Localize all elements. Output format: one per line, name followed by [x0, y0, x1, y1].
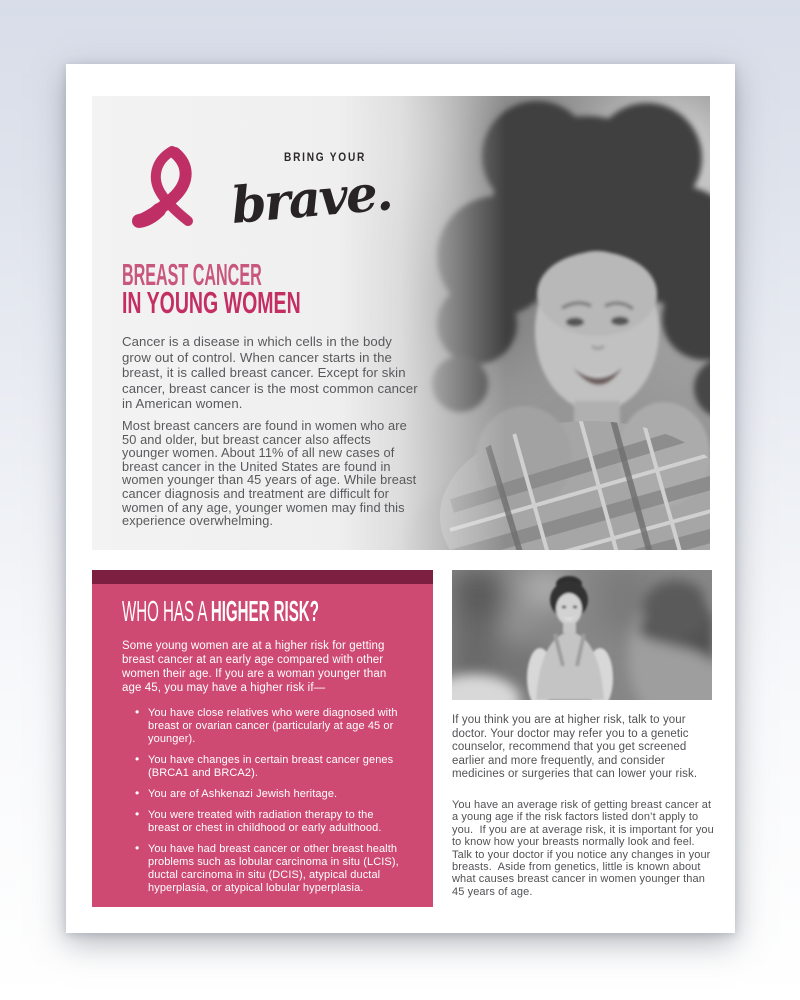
risk-box-title: [122, 596, 319, 628]
page-title-line1: BREAST CANCER: [122, 257, 262, 292]
risk-bullet-4: • You were treated with radiation therapy to the breast or chest in childhood or early adulthood.: [148, 809, 406, 835]
intro-paragraph-1: Cancer is a disease in which cells in the body grow out of control. When cancer starts in the breast, it is called breast cancer. Except for skin cancer, breast cancer is the most common cancer in American women.: [122, 334, 418, 412]
advice-text-column: [452, 714, 718, 898]
brand-script-wordmark: brave.: [228, 162, 394, 235]
secondary-photo: [452, 570, 712, 700]
risk-bullet-5: • You have had breast cancer or other breast health problems such as lobular carcinoma in situ (LCIS), ductal carcinoma in situ (DCIS), atypical ductal hyperplasia, or atypical lobular hyperplasia.: [148, 843, 406, 895]
intro-paragraph-2: Most breast cancers are found in women who are 50 and older, but breast cancer also affects younger women. About 11% of all new cases of breast cancer in the United States are found in women younger than 45 years of age. While breast cancer diagnosis and treatment are difficult for women of any age, younger women may find this experience overwhelming.: [122, 417, 417, 529]
risk-title-light: WHO HAS A: [122, 596, 211, 628]
risk-intro-paragraph: Some young women are at a higher risk for getting breast cancer at an early age compared with other women their age. If you are a woman younger than age 45, you may have a higher risk if—: [122, 640, 387, 694]
hero-text-block: [122, 257, 422, 529]
page-title-line2: IN YOUNG WOMEN: [122, 285, 301, 320]
document-page: [66, 64, 735, 933]
risk-bullet-1: • You have close relatives who were diagnosed with breast or ovarian cancer (particularly at age 45 or younger).: [148, 707, 406, 746]
risk-title-bold: HIGHER RISK?: [210, 596, 319, 628]
hero-photo-section: [92, 96, 710, 550]
risk-bullet-2: • You have changes in certain breast cancer genes (BRCA1 and BRCA2).: [148, 754, 406, 780]
brand-logo: [132, 142, 432, 252]
risk-bullet-3: • You are of Ashkenazi Jewish heritage.: [148, 788, 406, 801]
secondary-photo-image: [452, 570, 712, 700]
higher-risk-box: [92, 570, 433, 907]
risk-box-top-strip: [92, 570, 433, 584]
pink-ribbon-icon: [132, 144, 204, 232]
brand-tagline: BRING YOUR: [284, 152, 367, 164]
advice-paragraph-1: If you think you are at higher risk, talk to your doctor. Your doctor may refer you to a genetic counselor, recommend that you get screened earlier and more frequently, and consider medicines or surgeries that can lower your risk.: [452, 714, 698, 781]
risk-bullet-list: [122, 707, 404, 895]
advice-paragraph-2: You have an average risk of getting breast cancer at a young age if the risk factors listed don’t apply to you. If you are at average risk, it is important for you to know how your breasts normally look and feel. Talk to your doctor if you notice any changes in your breasts. Aside from genetics, little is known about what causes breast cancer in women younger than 45 years of age.: [452, 798, 718, 898]
